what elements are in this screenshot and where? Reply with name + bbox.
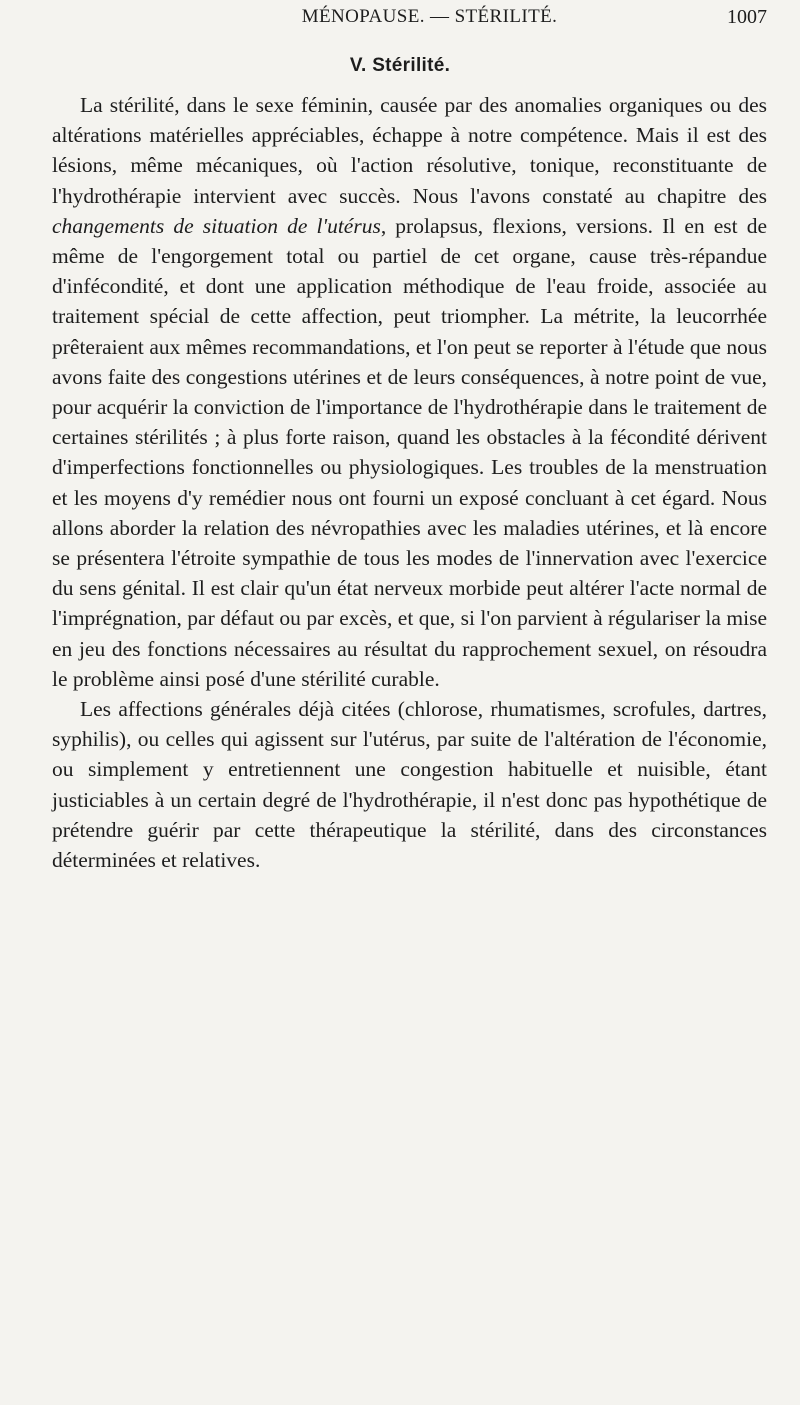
page-number: 1007 <box>727 6 767 28</box>
paragraph-2: Les affections générales déjà citées (chlorose, rhumatismes, scrofules, dartres, syphilis), ou celles qui agissent sur l'utérus, par suite de l'altération de l'économie, ou simplement y entretiennent une congestion habituelle et nuisible, étant justiciables à un certain degré de l'hydrothérapie, il n'est donc pas hypothétique de prétendre guérir par cette thérapeutique la stérilité, dans des circonstances déterminées et relatives. <box>52 697 767 873</box>
running-title: MÉNOPAUSE. — STÉRILITÉ. <box>301 6 558 27</box>
paragraph-1 <box>52 90 767 694</box>
section-heading: V. Stérilité. <box>349 55 451 76</box>
paragraph-1-text-end: , prolapsus, flexions, versions. Il en est de même de l'engorgement total ou partiel de cet organe, cause très-répandue d'infécondité, et dont une application méthodique de l'eau froide, associée au traitement spécial de cette affection, peut triompher. La métrite, la leucorrhée prêteraient aux mêmes recommandations, et l'on peut se reporter à l'étude que nous avons faite des congestions utérines et de leurs conséquences, à notre point de vue, pour acquérir la conviction de l'importance de l'hydrothérapie dans le traitement de certaines stérilités ; à plus forte raison, quand les obstacles à la fécondité dérivent d'imperfections fonctionnelles ou physiologiques. Les troubles de la menstruation et les moyens d'y remédier nous ont fourni un exposé concluant à cet égard. Nous allons aborder la relation des névropathies avec les maladies utérines, et là encore se présentera l'étroite sympathie de tous les modes de l'innervation avec l'exercice du sens génital. Il est clair qu'un état nerveux morbide peut altérer l'acte normal de l'imprégnation, par défaut ou par excès, et que, si l'on parvient à régulariser la mise en jeu des fonctions nécessaires au résultat du rapprochement sexuel, on résoudra le problème ainsi posé d'une stérilité curable. <box>52 213 767 691</box>
running-head <box>52 6 767 34</box>
paragraph-1-italic-phrase: changements de situation de l'utérus <box>52 213 381 238</box>
body-text <box>52 90 767 875</box>
paragraph-1-text-start: La stérilité, dans le sexe féminin, causée par des anomalies organiques ou des altérations matérielles appréciables, échappe à notre compétence. Mais il est des lésions, même mécaniques, où l'action résolutive, tonique, reconstituante de l'hydrothérapie intervient avec succès. Nous l'avons constaté au chapitre des <box>52 93 767 208</box>
